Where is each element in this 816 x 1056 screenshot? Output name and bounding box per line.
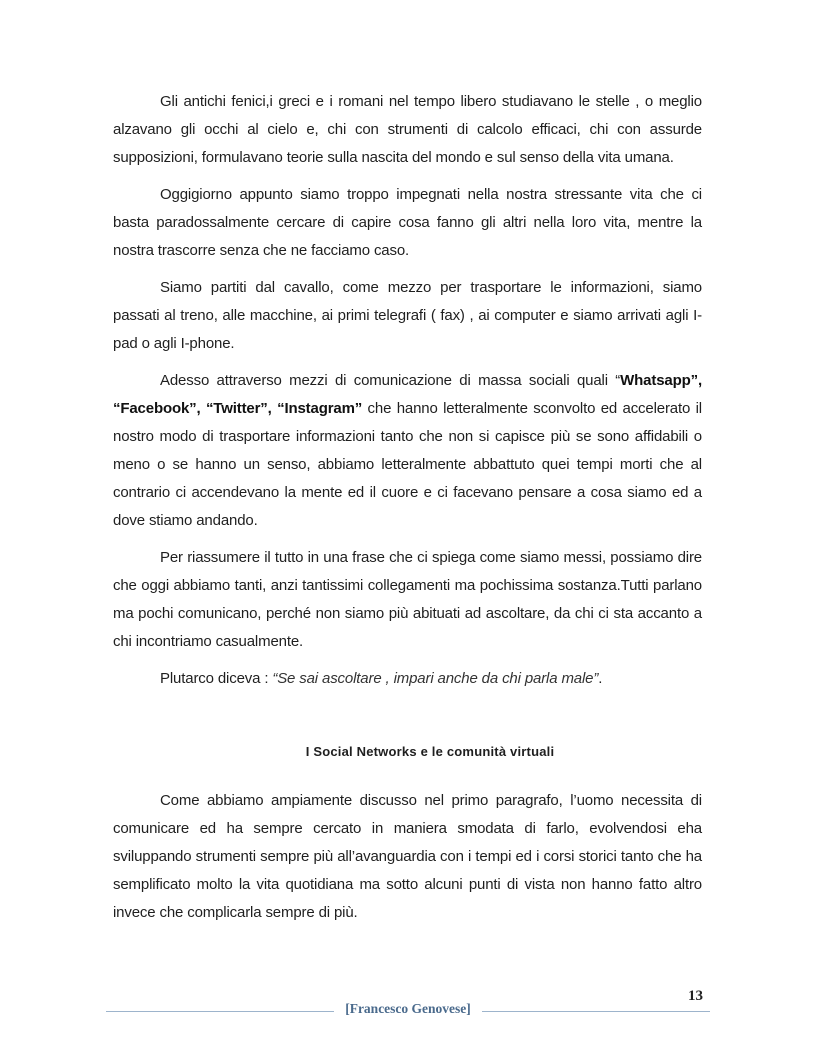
section-title: I Social Networks e le comunità virtuali (305, 744, 555, 759)
social-media-text-before: Adesso attraverso mezzi di comunicazione di massa sociali quali “ (160, 372, 621, 389)
paragraph-ancient-peoples: Gli antichi fenici,i greci e i romani nel tempo libero studiavano le stelle , o meglio alzavano gli occhi al cielo e, chi con strumenti di calcolo efficaci, chi con assurde supposizioni, formulavano teorie sulla nascita del mondo e sul senso della vita umana. (113, 93, 702, 166)
paragraph-summary: Per riassumere il tutto in una frase che ci spiega come siamo messi, possiamo dire che oggi abbiamo tanti, anzi tantissimi collegamenti ma pochissima sostanza.Tutti parlano ma pochi comunicano, perché non siamo più abituati ad ascoltare, da chi ci sta accanto a chi incontriamo casualmente. (113, 549, 702, 650)
paragraph-communication-history: Siamo partiti dal cavallo, come mezzo per trasportare le informazioni, siamo passati al treno, alle macchine, ai primi telegrafi ( fax) , ai computer e siamo arrivati agli I-pad o agli I-phone. (113, 279, 702, 352)
page-number: 13 (688, 988, 703, 1004)
social-media-text-after: che hanno letteralmente sconvolto ed accelerato il nostro modo di trasportare informazioni tanto che non si capisce più se sono affidabili o meno o se hanno un senso, abbiamo letteralmente abbattuto quei tempi morti che al contrario ci accendevano la mente ed il cuore e ci facevano pensare a cosa siamo ed a dove stiamo andando. (113, 400, 702, 529)
footer-divider-right (482, 1011, 710, 1012)
quote-intro: Plutarco diceva : (160, 670, 273, 687)
quote-text: “Se sai ascoltare , impari anche da chi parla male” (272, 670, 599, 687)
quote-end: . (598, 670, 603, 687)
paragraph-plutarch-quote (113, 665, 702, 693)
body-text (113, 88, 702, 936)
social-media-names: Whatsapp”, “Facebook”, “Twitter”, “Instagram” (113, 372, 702, 417)
footer-author: [Francesco Genovese] (345, 1001, 471, 1016)
paragraph-section-intro: Come abbiamo ampiamente discusso nel primo paragrafo, l’uomo necessita di comunicare ed ha sempre cercato in maniera smodata di farlo, evolvendosi eha sviluppando strumenti sempre più all’avanguardia con i tempi ed i corsi storici tanto che ha semplificato molto la vita quotidiana ma sotto alcuni punti di vista non hanno fatto altro invece che complicarla sempre di più. (113, 792, 702, 921)
footer-divider-left (106, 1011, 334, 1012)
paragraph-nowadays: Oggigiorno appunto siamo troppo impegnati nella nostra stressante vita che ci basta paradossalmente cercare di capire cosa fanno gli altri nella loro vita, mentre la nostra trascorre senza che ne facciamo caso. (113, 186, 702, 259)
paragraph-social-media (113, 367, 702, 535)
